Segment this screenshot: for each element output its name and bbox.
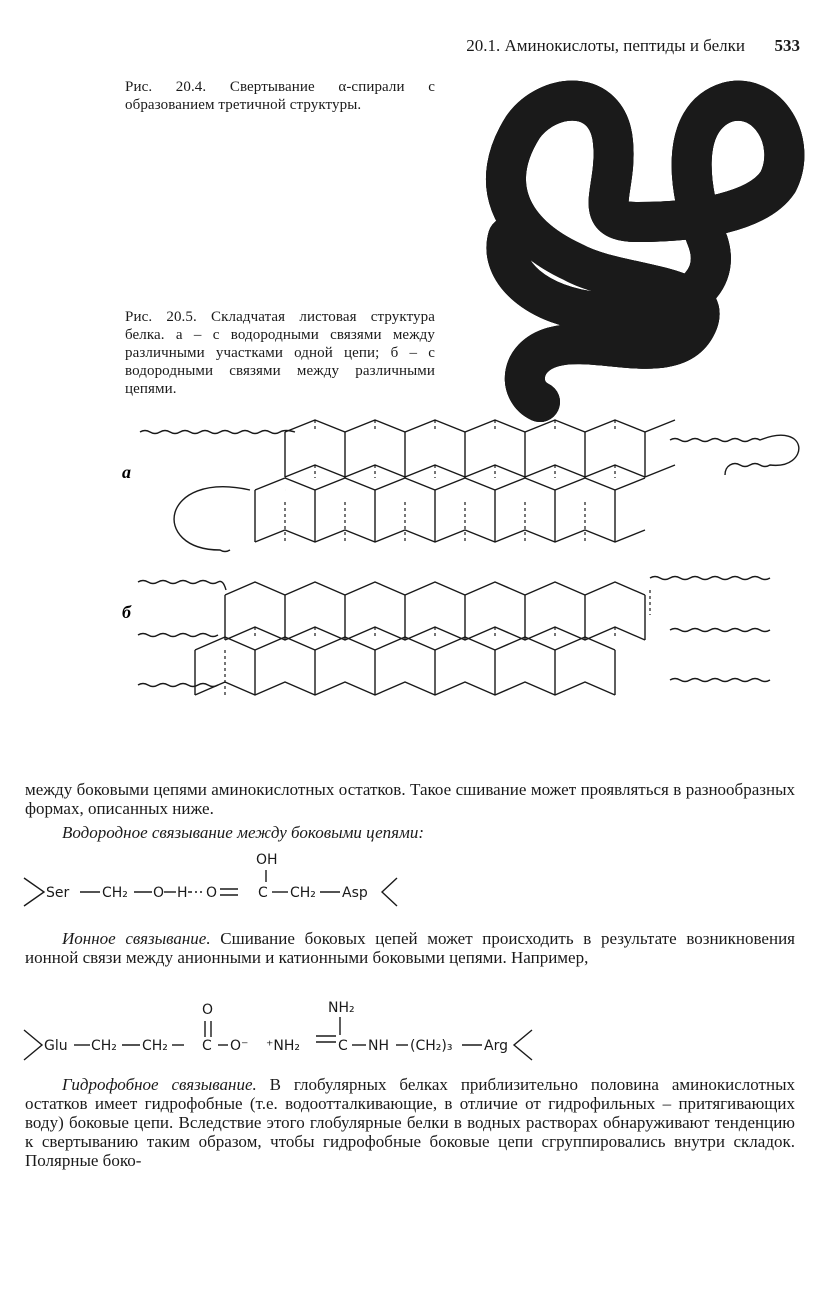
formula1-c: C <box>258 885 268 901</box>
formula2-c1: C <box>202 1038 212 1054</box>
formula2-ch2-a: CH₂ <box>91 1038 117 1054</box>
formula1-o: O <box>153 885 165 901</box>
formula2-o-minus: O⁻ <box>230 1038 249 1054</box>
figure-20-5b-pleated-sheet <box>122 570 800 720</box>
formula2-nh2-plus: ⁺NH₂ <box>266 1038 301 1054</box>
formula2-nh2-top: NH₂ <box>328 1000 355 1016</box>
figure-20-5-caption: Рис. 20.5. Складчатая листовая структура белка. а – с водородными связями между различными участками одной цепи; б – с водородными связями между различными цепями. <box>125 309 435 397</box>
formula1-ch2-b: CH₂ <box>290 885 316 901</box>
formula1-oh: OH <box>256 852 278 868</box>
page-number: 533 <box>774 36 800 55</box>
hydrophobic-bonding-text: В глобулярных белках приблизительно половина аминокислотных остатков имеет гидрофобные (т.е. водоотталкивающие, в отличие от гидрофильных – притягивающих воду) боковые цепи. Вследствие этого глобулярные белки в водных растворах обнаруживают тенденцию к свертыванию таким образом, чтобы гидрофобные боковые цепи сгруппировались внутри складок. Полярные боко- <box>25 1075 795 1170</box>
formula1-o2: O <box>206 885 218 901</box>
hydrophobic-bonding-lead: Гидрофобное связывание. <box>62 1075 257 1094</box>
figure-20-4-helix-fold <box>478 72 803 412</box>
formula1-asp: Asp <box>342 885 368 901</box>
figure-20-4-caption: Рис. 20.4. Свертывание α-спирали с образованием третичной структуры. <box>125 79 435 113</box>
formula2-ch2-b: CH₂ <box>142 1038 168 1054</box>
paragraph-ionic-bonding <box>25 929 795 967</box>
formula2-o-top: O <box>202 1002 214 1018</box>
ionic-bonding-lead: Ионное связывание. <box>62 929 211 948</box>
figure-label-b: б <box>122 602 131 622</box>
formula1-ch2-a: CH₂ <box>102 885 128 901</box>
formula2-c2: C <box>338 1038 348 1054</box>
paragraph-crosslinking: между боковыми цепями аминокислотных остатков. Такое сшивание может проявляться в разнообразных формах, описанных ниже. <box>25 780 795 818</box>
paragraph-hydrophobic-bonding <box>25 1075 795 1170</box>
running-header-title: 20.1. Аминокислоты, пептиды и белки <box>466 36 745 55</box>
formula2-ch2-3: (CH₂)₃ <box>410 1038 453 1054</box>
formula-ionic-bond <box>22 995 552 1070</box>
formula2-glu: Glu <box>44 1038 68 1054</box>
formula1-ser: Ser <box>46 885 70 901</box>
formula1-h: H <box>177 885 188 901</box>
figure-label-a: а <box>122 462 131 482</box>
heading-hydrogen-bonding: Водородное связывание между боковыми цепями: <box>62 823 425 842</box>
figure-20-5a-pleated-sheet <box>122 420 800 570</box>
formula2-arg: Arg <box>484 1038 508 1054</box>
formula2-nh: NH <box>368 1038 389 1054</box>
ionic-bonding-text: Сшивание боковых цепей может происходить в результате возникновения ионной связи между анионными и катионными боковыми цепями. Например, <box>25 929 795 967</box>
formula-hydrogen-bond <box>22 848 442 918</box>
